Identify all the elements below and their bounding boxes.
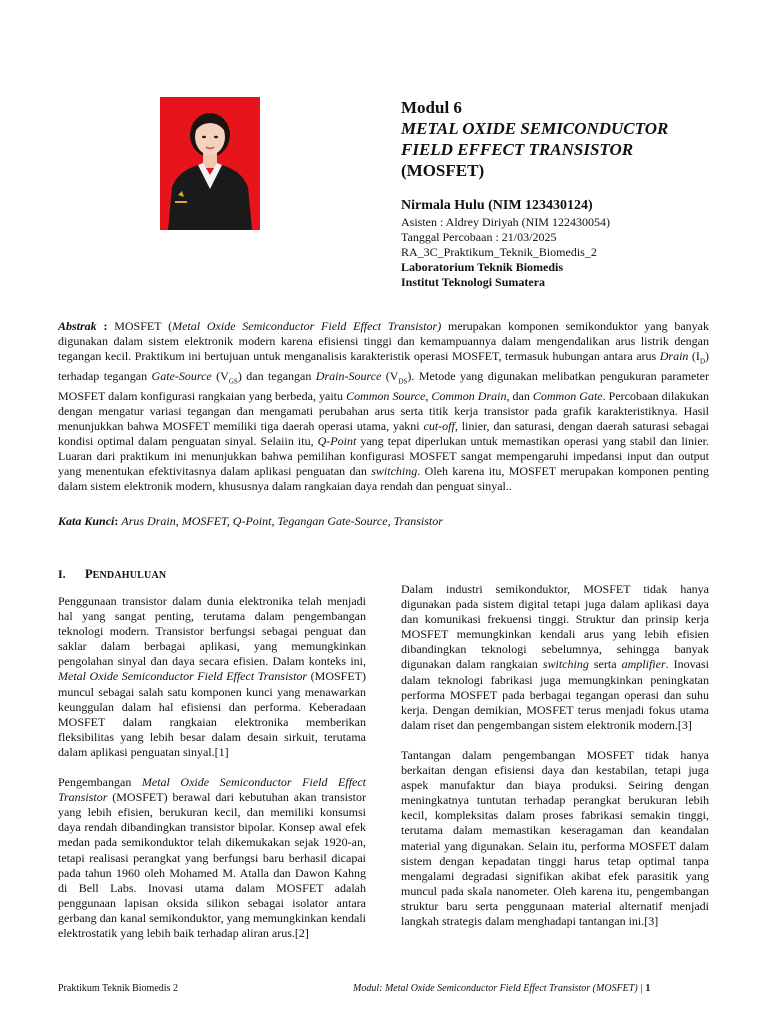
paragraph: Pengembangan Metal Oxide Semiconductor Field Effect Transistor (MOSFET) berawal dari kebutuhan akan transistor yang lebih efisien, berukuran kecil, dan memiliki konsumsi daya rendah dibandingkan transistor bipolar. Konsep awal efek medan pada semikonduktor telah dikemukakan sejak 1920-an, tetapi realisasi perangkat yang berfungsi baru berhasil dicapai pada tahun 1960 oleh Mohamed M. Atalla dan Dawon Kahng di Bell Labs. Inovasi utama dalam MOSFET adalah penggunaan lapisan oksida silikon sebagai isolator antara gerbang dan kanal semikonduktor, yang memungkinkan kendali elektrostatik yang lebih baik terhadap aliran arus.[2] xyxy=(58,775,367,940)
paragraph: Penggunaan transistor dalam dunia elektronika telah menjadi hal yang sangat penting, terutama dalam pengembangan teknologi modern. Transistor berfungsi sebagai penguat dan saklar dalam berbagai aplikasi, yang memungkinkan pengolahan sinyal dan daya secara efisien. Dalam konteks ini, Metal Oxide Semiconductor Field Effect Transistor (MOSFET) muncul sebagai salah satu komponen kunci yang menawarkan keunggulan dalam hal efisiensi dan performa. Keberadaan MOSFET dalam rangkaian elektronika memberikan fleksibilitas yang lebih besar dalam desain sirkuit, terutama dalam aplikasi penguatan sinyal.[1] xyxy=(58,594,366,759)
abstract-label: Abstrak xyxy=(58,319,97,333)
module-number: Modul 6 xyxy=(401,98,462,117)
paragraph: Dalam industri semikonduktor, MOSFET tidak hanya digunakan pada sistem digital tetapi juga dalam aplikasi daya dan komunikasi frekuensi tinggi. Struktur dan prinsip kerja MOSFET memungkinkan kendali arus yang lebih efisien dibandingkan teknologi sebelumnya, sehingga banyak digunakan dalam rangkaian switching serta amplifier. Inovasi dalam teknologi fabrikasi juga memungkinkan peningkatan performa MOSFET pada berbagai tegangan operasi dan suhu kerja. Dengan demikian, MOSFET terus menjadi fokus utama dalam riset dan pengembangan sistem elektronik modern.[3] xyxy=(401,582,709,732)
institute-name: Institut Teknologi Sumatera xyxy=(401,275,546,289)
section-heading: I. PENDAHULUAN xyxy=(58,567,167,581)
right-column xyxy=(401,582,709,944)
footer-module: Modul: Metal Oxide Semiconductor Field Effect Transistor (MOSFET) | 1 xyxy=(353,983,651,994)
section-number: I. xyxy=(58,567,66,581)
student-photo xyxy=(160,97,260,230)
lab-name: Laboratorium Teknik Biomedis xyxy=(401,260,564,274)
experiment-date: Tanggal Percobaan : 21/03/2025 xyxy=(401,230,557,244)
keywords-value: Arus Drain, MOSFET, Q-Point, Tegangan Gate-Source, Transistor xyxy=(121,514,443,528)
title-line-3: (MOSFET) xyxy=(401,161,485,180)
left-column xyxy=(58,594,366,956)
page-number: 1 xyxy=(645,983,651,994)
title-block xyxy=(401,97,731,290)
class-code: RA_3C_Praktikum_Teknik_Biomedis_2 xyxy=(401,245,597,259)
title-line-2: FIELD EFFECT TRANSISTOR xyxy=(401,140,634,159)
keywords-label: Kata Kunci xyxy=(58,514,115,528)
footer-course: Praktikum Teknik Biomedis 2 xyxy=(58,983,178,994)
keywords: Kata Kunci: Arus Drain, MOSFET, Q-Point, Tegangan Gate-Source, Transistor xyxy=(58,514,443,528)
paragraph: Tantangan dalam pengembangan MOSFET tidak hanya berkaitan dengan efisiensi daya dan kestabilan, tetapi juga aspek manufaktur dan biaya produksi. Seiring dengan meningkatnya tuntutan terhadap perangkat berukuran lebih kecil, kompleksitas dalam proses fabrikasi semakin tinggi, terutama dalam memastikan keseragaman dan keandalan material yang digunakan. Selain itu, performa MOSFET dalam sistem dengan kepadatan tinggi harus tetap optimal tanpa mengalami degradasi signifikan akibat efek parasitik yang muncul pada skala nanometer. Oleh karena itu, pengembangan struktur baru serta penggunaan material alternatif menjadi langkah strategis dalam menghadapi tantangan ini.[3] xyxy=(401,747,709,928)
assistant: Asisten : Aldrey Diriyah (NIM 122430054) xyxy=(401,215,610,229)
abstract: Abstrak : MOSFET (Metal Oxide Semiconductor Field Effect Transistor) merupakan komponen semikonduktor yang banyak digunakan dalam sistem elektronik modern karena efisiensi tinggi dan kemampuannya dalam mengendalikan arus listrik dengan tegangan kecil. Praktikum ini bertujuan untuk menganalisis karakteristik operasi MOSFET, termasuk hubungan antara arus Drain $(I_D)$ terhadap tegangan Gate-Source $(V_{GS})$ dan tegangan Drain-Source $(V_{DS})$. Metode yang digunakan melibatkan pengukuran parameter MOSFET dalam konfigurasi rangkaian yang berbeda, yaitu Common Source, Common Drain, dan Common Gate. Percobaan dilakukan dengan mengatur variasi tegangan dan mengamati perubahan arus serta titik kerja transistor pada grafik karakteristiknya. Hasil menunjukkan bahwa MOSFET memiliki tiga daerah operasi utama, yakni cut-off, linier, dan saturasi, dengan daerah saturasi sebagai kondisi optimal dalam penguatan sinyal. Selaiin itu, Q-Point yang tepat diperlukan untuk memastikan operasi yang stabil dan linier. Luaran dari praktikum ini menunjukkan bahwa pemilihan konfigurasi MOSFET sangat mempengaruhi impedansi input dan output yang menentukan efektivitasnya dalam aplikasi penguatan dan switching. Oleh karena itu, MOSFET merupakan komponen penting dalam sistem elektronik modern, khususnya dalam rangkaian daya rendah dan penguat sinyal.. xyxy=(58,319,710,493)
author-name: Nirmala Hulu (NIM 123430124) xyxy=(401,198,593,213)
title-line-1: METAL OXIDE SEMICONDUCTOR xyxy=(401,119,669,138)
